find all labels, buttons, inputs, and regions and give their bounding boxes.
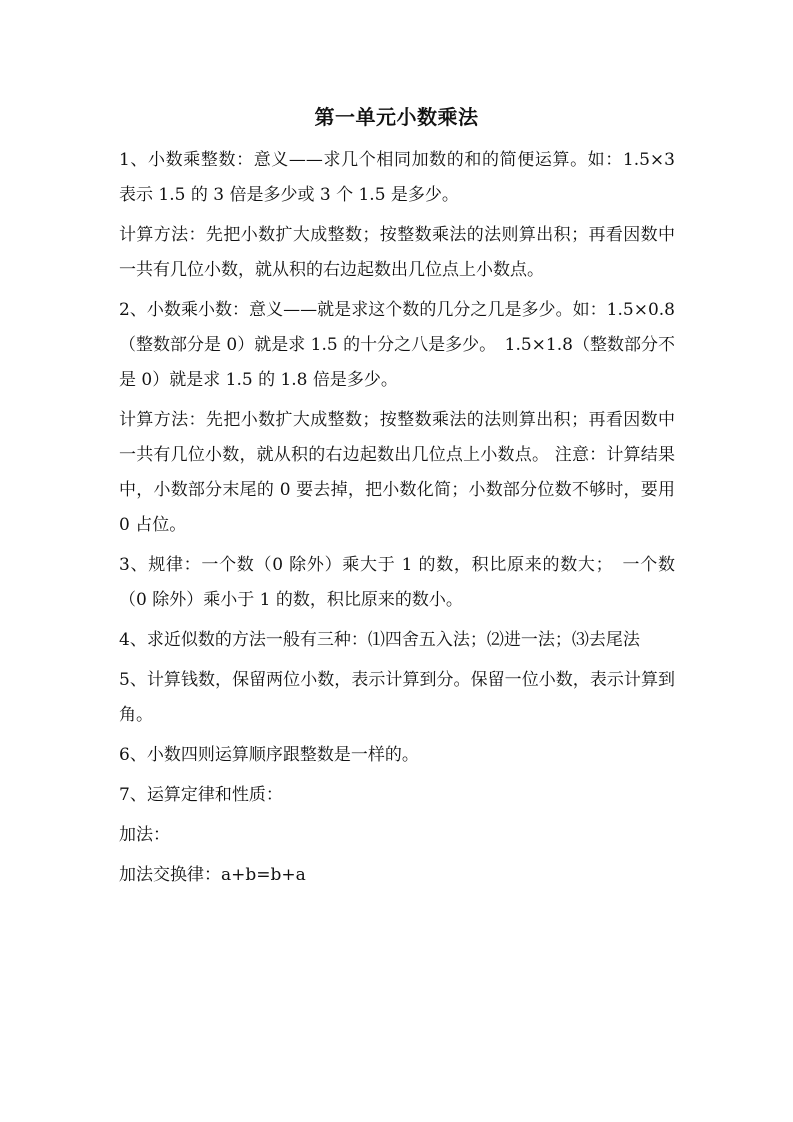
paragraph-calculation-method-2: 计算方法：先把小数扩大成整数；按整数乘法的法则算出积；再看因数中一共有几位小数，就从积的右边起数出几位点上小数点。 注意：计算结果中，小数部分末尾的 0 要去掉，把小数化简；小数部分位数不够时，要用 0 占位。 — [119, 410, 675, 535]
paragraph-4-approximation: 4、求近似数的方法一般有三种：⑴四舍五入法；⑵进一法；⑶去尾法 — [119, 630, 640, 650]
document-body — [119, 143, 675, 898]
paragraph-addition-commutative: 加法交换律：a+b=b+a — [119, 865, 306, 885]
document-title: 第一单元小数乘法 — [314, 105, 479, 129]
paragraph-5-money: 5、计算钱数，保留两位小数，表示计算到分。保留一位小数，表示计算到角。 — [119, 670, 675, 725]
paragraph-7-laws: 7、运算定律和性质： — [119, 785, 283, 805]
paragraph-3-rule: 3、规律：一个数（0 除外）乘大于 1 的数，积比原来的数大； 一个数（0 除外）乘小于 1 的数，积比原来的数小。 — [119, 555, 675, 610]
paragraph-6-order-of-operations: 6、小数四则运算顺序跟整数是一样的。 — [119, 745, 419, 765]
paragraph-2-decimal-multiplication: 2、小数乘小数：意义——就是求这个数的几分之几是多少。如：1.5×0.8（整数部分是 0）就是求 1.5 的十分之八是多少。 1.5×1.8（整数部分不是 0）就是求 1.5 的 1.8 倍是多少。 — [119, 300, 675, 390]
paragraph-addition-heading: 加法： — [119, 825, 170, 845]
paragraph-1-integer-multiplication: 1、小数乘整数：意义——求几个相同加数的和的简便运算。如：1.5×3 表示 1.5 的 3 倍是多少或 3 个 1.5 是多少。 — [119, 150, 675, 205]
paragraph-calculation-method-1: 计算方法：先把小数扩大成整数；按整数乘法的法则算出积；再看因数中一共有几位小数，就从积的右边起数出几位点上小数点。 — [119, 225, 675, 280]
